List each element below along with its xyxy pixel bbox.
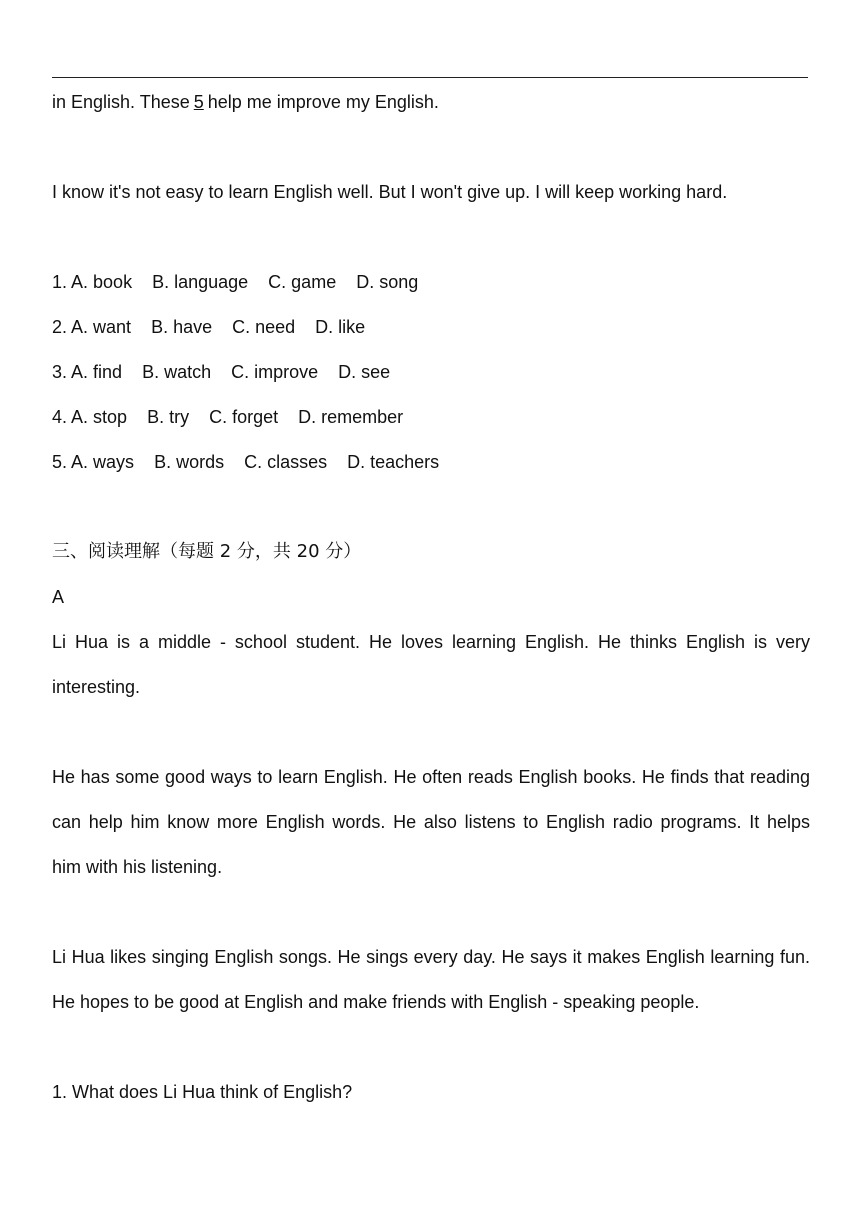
- option-b: B. try: [147, 407, 190, 427]
- cloze-question-4: [52, 405, 403, 429]
- question-number: 3.: [52, 362, 68, 382]
- cloze-question-3: [52, 360, 390, 384]
- question-number: 4.: [52, 407, 68, 427]
- cloze-question-5: [52, 450, 439, 474]
- option-b: B. watch: [142, 362, 212, 382]
- option-d: D. see: [338, 362, 391, 382]
- passage-line-4: can help him know more English words. He also listens to English radio programs. It helps: [52, 812, 810, 832]
- passage-line-1: Li Hua is a middle - school student. He loves learning English. He thinks English is very: [52, 632, 810, 652]
- option-d: D. remember: [298, 407, 404, 427]
- question-number: 5.: [52, 452, 68, 472]
- option-b: B. language: [152, 272, 249, 292]
- option-d: D. song: [356, 272, 419, 292]
- header-rule: [52, 77, 808, 78]
- option-a: A. want: [71, 317, 132, 337]
- cloze-blank-5: 5: [193, 92, 204, 112]
- option-a: A. find: [71, 362, 123, 382]
- option-a: A. ways: [71, 452, 135, 472]
- option-c: C. improve: [231, 362, 319, 382]
- reading-question-1: 1. What does Li Hua think of English?: [52, 1082, 353, 1102]
- cloze-question-1: [52, 270, 418, 294]
- passage-line-7: He hopes to be good at English and make friends with English - speaking people.: [52, 992, 700, 1012]
- passage-line-6: Li Hua likes singing English songs. He sings every day. He says it makes English learning fun.: [52, 947, 810, 967]
- option-a: A. stop: [71, 407, 128, 427]
- option-c: C. game: [268, 272, 337, 292]
- passage-label: A: [52, 587, 65, 607]
- passage-line-3: He has some good ways to learn English. He often reads English books. He finds that reading: [52, 767, 810, 787]
- option-d: D. like: [315, 317, 366, 337]
- question-number: 2.: [52, 317, 68, 337]
- option-c: C. classes: [244, 452, 328, 472]
- cloze-tail-line: [52, 90, 439, 114]
- cloze-tail-before: in English. These: [52, 92, 190, 112]
- question-number: 1.: [52, 272, 68, 292]
- cloze-tail-after: help me improve my English.: [207, 92, 439, 112]
- option-b: B. words: [154, 452, 225, 472]
- option-a: A. book: [71, 272, 133, 292]
- section-heading: 三、阅读理解（每题 2 分，共 20 分）: [52, 541, 362, 562]
- option-c: C. forget: [209, 407, 279, 427]
- passage-line-5: him with his listening.: [52, 857, 223, 877]
- option-b: B. have: [151, 317, 213, 337]
- option-c: C. need: [232, 317, 296, 337]
- option-d: D. teachers: [347, 452, 440, 472]
- cloze-question-2: [52, 315, 365, 339]
- passage-line-2: interesting.: [52, 677, 141, 697]
- cloze-closing-sentence: I know it's not easy to learn English well. But I won't give up. I will keep working hard.: [52, 182, 728, 202]
